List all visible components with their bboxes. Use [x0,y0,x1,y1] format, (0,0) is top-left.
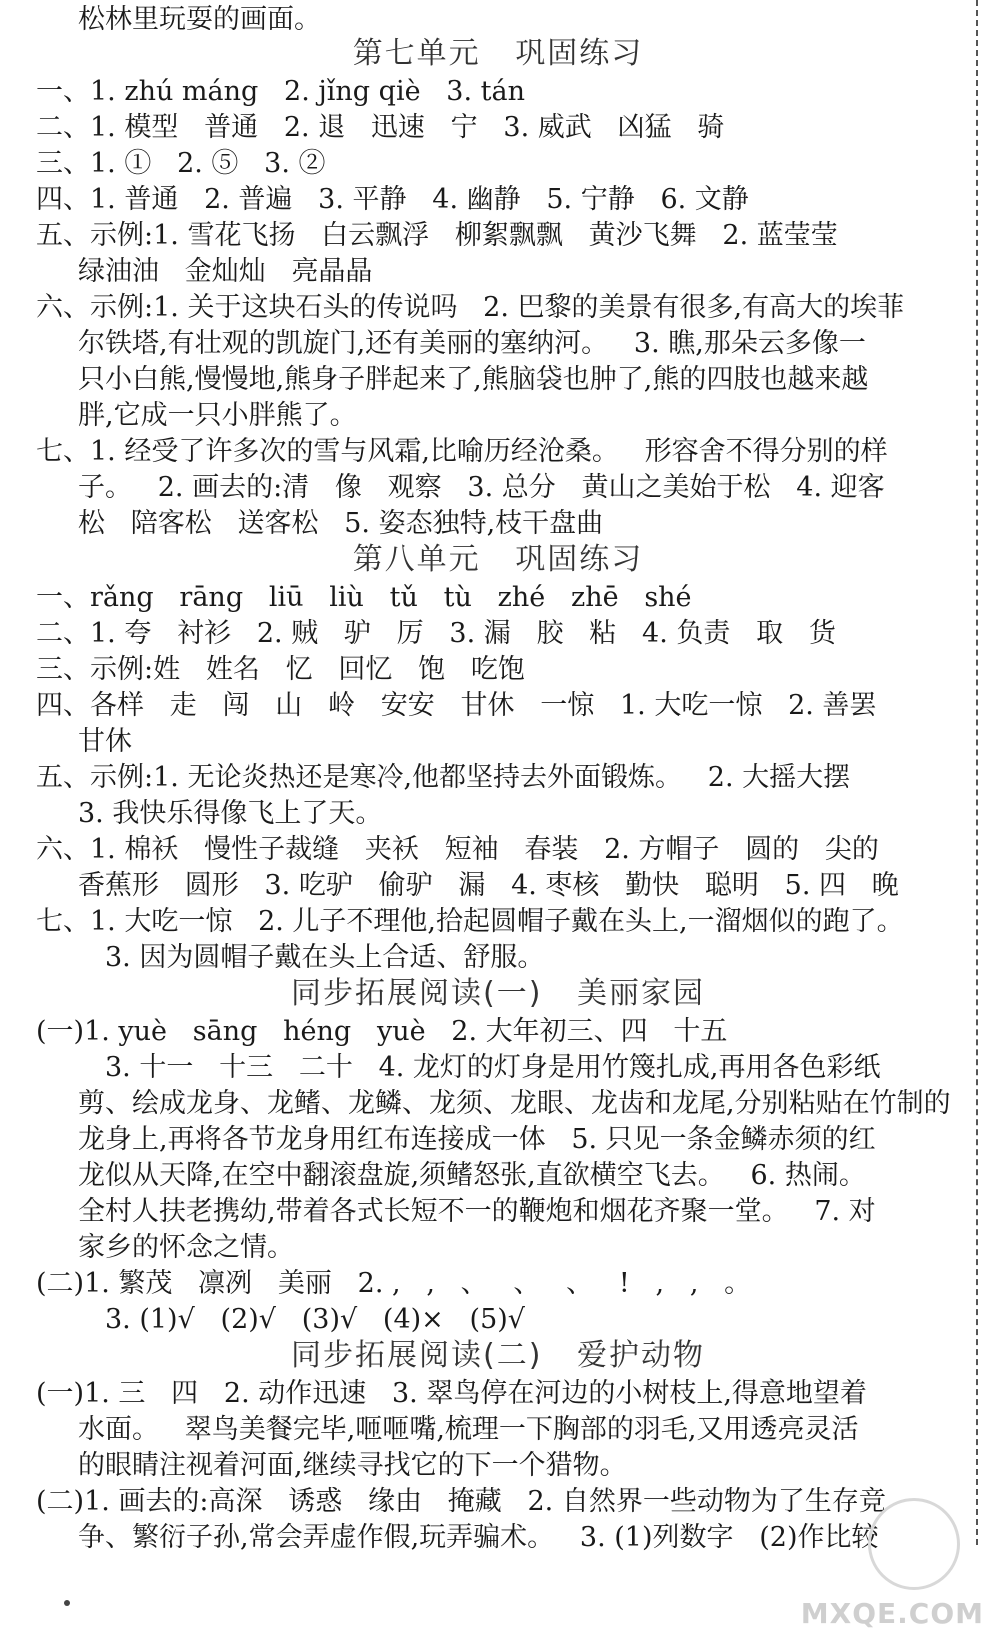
text-line: 六、示例:1. 关于这块石头的传说吗 2. 巴黎的美景有很多,有高大的埃菲 [36,292,905,323]
text-line: 全村人扶老携幼,带着各式长短不一的鞭炮和烟花齐聚一堂。 7. 对 [78,1196,876,1227]
text-line: (二)1. 繁茂 凛冽 美丽 2. , , 、 、 、 ! , , 。 [36,1268,752,1299]
text-line: 松 陪客松 送客松 5. 姿态独特,枝干盘曲 [78,508,604,539]
text-line: 五、示例:1. 雪花飞扬 白云飘浮 柳絮飘飘 黄沙飞舞 2. 蓝莹莹 [36,220,838,251]
text-line: (一)1. yuè sāng héng yuè 2. 大年初三、四 十五 [36,1016,728,1047]
text-line: 松林里玩耍的画面。 [78,4,321,35]
section-heading-reading-1: 同步拓展阅读(一) 美丽家园 [290,976,706,1011]
watermark-seal [868,1498,960,1590]
text-line: 一、rǎng rāng liū liù tǔ tù zhé zhē shé [36,582,692,613]
text-line: 3. (1)√ (2)√ (3)√ (4)× (5)√ [105,1304,526,1335]
bullet-dot [64,1600,70,1606]
text-line: 三、示例:姓 姓名 忆 回忆 饱 吃饱 [36,654,525,685]
text-line: 四、各样 走 闯 山 岭 安安 甘休 一惊 1. 大吃一惊 2. 善罢 [36,690,877,721]
section-heading-reading-2: 同步拓展阅读(二) 爱护动物 [290,1338,706,1373]
text-line: 二、1. 模型 普通 2. 退 迅速 宁 3. 威武 凶猛 骑 [36,112,725,143]
text-line: 水面。 翠鸟美餐完毕,咂咂嘴,梳理一下胸部的羽毛,又用透亮灵活 [78,1414,859,1445]
dashed-cut-line [976,0,978,1545]
watermark-text: MXQE.COM [800,1597,984,1630]
text-line: 绿油油 金灿灿 亮晶晶 [78,256,373,287]
text-line: 香蕉形 圆形 3. 吃驴 偷驴 漏 4. 枣核 勤快 聪明 5. 四 晚 [78,870,899,901]
text-line: 龙似从天降,在空中翻滚盘旋,须鳍怒张,直欲横空飞去。 6. 热闹。 [78,1160,866,1191]
text-line: 七、1. 大吃一惊 2. 儿子不理他,拾起圆帽子戴在头上,一溜烟似的跑了。 [36,906,904,937]
text-line: 3. 我快乐得像飞上了天。 [78,798,383,829]
text-line: 子。 2. 画去的:清 像 观察 3. 总分 黄山之美始于松 4. 迎客 [78,472,885,503]
text-line: 3. 因为圆帽子戴在头上合适、舒服。 [105,942,545,973]
text-line: 争、繁衍子孙,常会弄虚作假,玩弄骗术。 3. (1)列数字 (2)作比较 [78,1522,879,1553]
section-heading-unit-8: 第八单元 巩固练习 [352,542,644,577]
text-line: 胖,它成一只小胖熊了。 [78,400,357,431]
text-line: 甘休 [78,726,132,757]
text-line: 四、1. 普通 2. 普遍 3. 平静 4. 幽静 5. 宁静 6. 文静 [36,184,749,215]
text-line: 3. 十一 十三 二十 4. 龙灯的灯身是用竹篾扎成,再用各色彩纸 [105,1052,881,1083]
text-line: (一)1. 三 四 2. 动作迅速 3. 翠鸟停在河边的小树枝上,得意地望着 [36,1378,867,1409]
text-line: 三、1. ① 2. ⑤ 3. ② [36,148,326,179]
section-heading-unit-7: 第七单元 巩固练习 [352,36,644,71]
text-line: 只小白熊,慢慢地,熊身子胖起来了,熊脑袋也肿了,熊的四肢也越来越 [78,364,869,395]
text-line: 尔铁塔,有壮观的凯旋门,还有美丽的塞纳河。 3. 瞧,那朵云多像一 [78,328,866,359]
text-line: 六、1. 棉袄 慢性子裁缝 夹袄 短袖 春装 2. 方帽子 圆的 尖的 [36,834,879,865]
text-line: 一、1. zhú máng 2. jǐng qiè 3. tán [36,76,525,107]
text-line: 七、1. 经受了许多次的雪与风霜,比喻历经沧桑。 形容舍不得分别的样 [36,436,888,467]
text-line: 五、示例:1. 无论炎热还是寒冷,他都坚持去外面锻炼。 2. 大摇大摆 [36,762,851,793]
text-line: 二、1. 夸 衬衫 2. 贼 驴 厉 3. 漏 胶 粘 4. 负责 取 货 [36,618,836,649]
text-line: 家乡的怀念之情。 [78,1232,294,1263]
text-line: 剪、绘成龙身、龙鳍、龙鳞、龙须、龙眼、龙齿和龙尾,分别粘贴在竹制的 [78,1088,951,1119]
text-line: 龙身上,再将各节龙身用红布连接成一体 5. 只见一条金鳞赤须的红 [78,1124,876,1155]
text-line: 的眼睛注视着河面,继续寻找它的下一个猎物。 [78,1450,627,1481]
text-line: (二)1. 画去的:高深 诱惑 缘由 掩藏 2. 自然界一些动物为了生存竞 [36,1486,886,1517]
